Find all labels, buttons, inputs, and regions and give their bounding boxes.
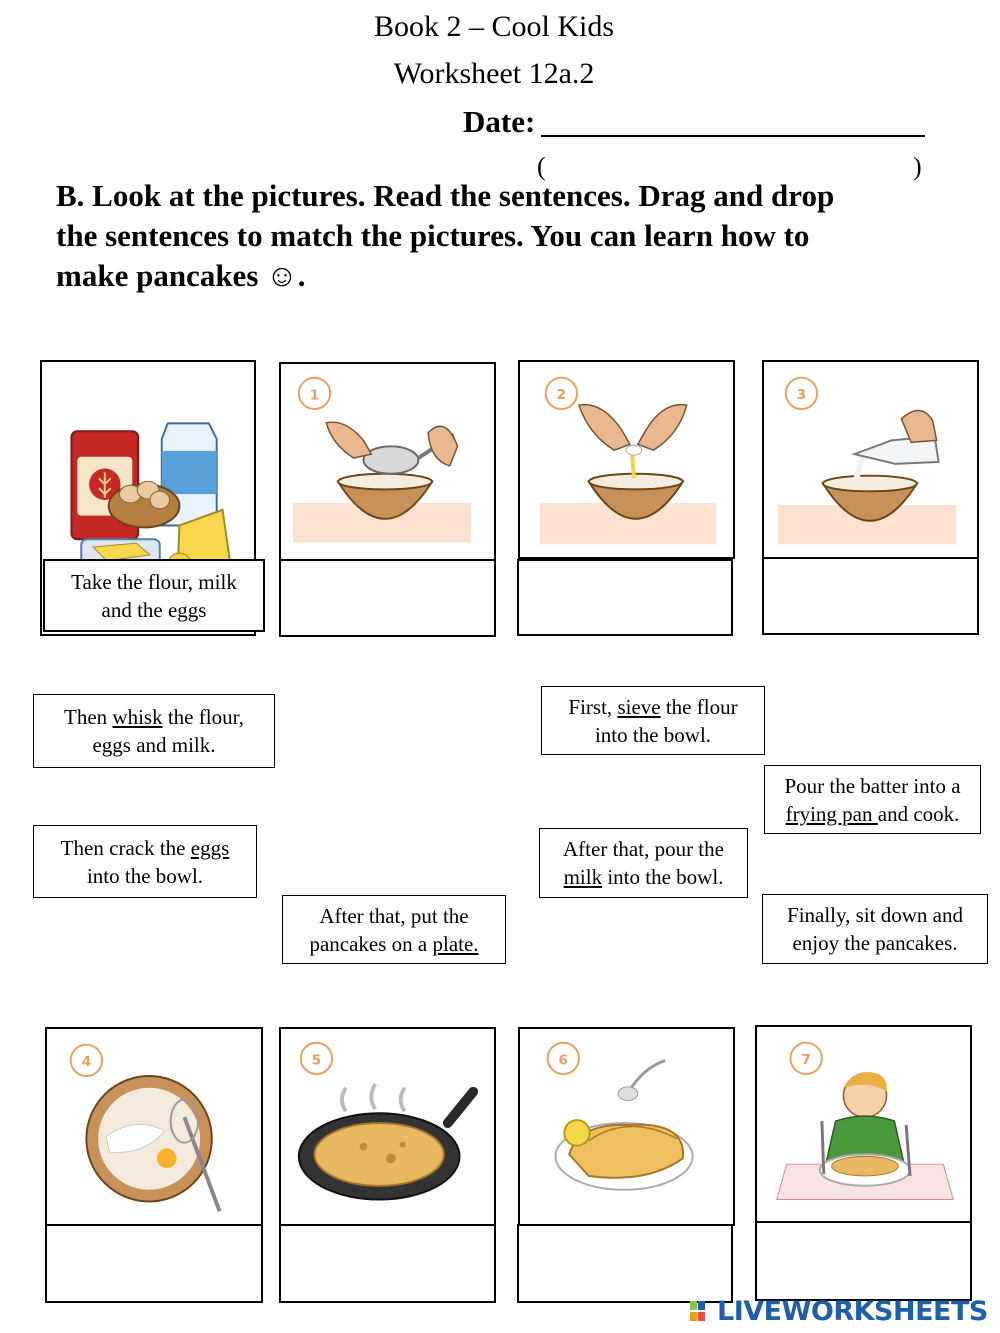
drop-zone-step-7[interactable] (755, 1221, 972, 1301)
sentence-plate[interactable]: After that, put the pancakes on a plate. (282, 895, 506, 964)
step-1-number: 1 (309, 387, 320, 404)
sentence-enjoy[interactable]: Finally, sit down and enjoy the pancakes. (762, 894, 988, 964)
date-line (541, 135, 925, 137)
date-paren-close: ) (913, 152, 922, 181)
instructions-line-2: the sentences to match the pictures. You can learn how to (56, 218, 810, 253)
step-6-number: 6 (558, 1052, 569, 1069)
date-label: Date: (463, 104, 536, 139)
sentence-pour-batter[interactable]: Pour the batter into a frying pan and cook. (764, 765, 981, 834)
picture-step-5-frying-pan (279, 1027, 496, 1227)
drop-zone-step-6[interactable] (517, 1224, 733, 1303)
step-7-number: 7 (801, 1052, 811, 1069)
instructions-line-3: make pancakes ☺. (56, 258, 306, 293)
drop-zone-step-5[interactable] (279, 1224, 496, 1303)
step-3-number: 3 (796, 387, 807, 404)
instructions (56, 176, 936, 296)
drop-zone-step-4[interactable] (45, 1224, 263, 1303)
date-paren-open: ( (537, 152, 546, 181)
picture-step-2-crack-eggs (518, 360, 735, 559)
sentence-crack-eggs[interactable]: Then crack the eggs into the bowl. (33, 825, 257, 898)
step-2-number: 2 (556, 387, 567, 404)
picture-step-1-sieve (279, 362, 496, 561)
picture-step-4-whisk (45, 1027, 263, 1227)
drop-zone-step-3[interactable] (762, 557, 979, 635)
worksheet-title: Worksheet 12a.2 (393, 57, 595, 90)
picture-step-3-pour-milk (762, 360, 979, 559)
sentence-whisk[interactable]: Then whisk the flour, eggs and milk. (33, 694, 275, 768)
picture-step-7-enjoy (755, 1025, 972, 1224)
step-5-number: 5 (311, 1052, 322, 1069)
drop-zone-step-2[interactable] (517, 559, 733, 636)
instructions-line-1: B. Look at the pictures. Read the sentences. Drag and drop (56, 178, 835, 213)
book-title: Book 2 – Cool Kids (373, 10, 615, 43)
sentence-sieve[interactable]: First, sieve the flour into the bowl. (541, 686, 765, 755)
answer-take-ingredients[interactable]: Take the flour, milk and the eggs (43, 559, 265, 632)
picture-step-6-pancakes-on-plate (518, 1027, 735, 1226)
drop-zone-step-1[interactable] (279, 559, 496, 637)
liveworksheets-logo: LIVEWORKSHEETS (690, 1294, 988, 1328)
smiley-icon: ☺ (266, 258, 298, 293)
step-4-number: 4 (81, 1054, 92, 1071)
sentence-pour-milk[interactable]: After that, pour the milk into the bowl. (539, 828, 748, 898)
liveworksheets-logo-icon (690, 1299, 714, 1323)
